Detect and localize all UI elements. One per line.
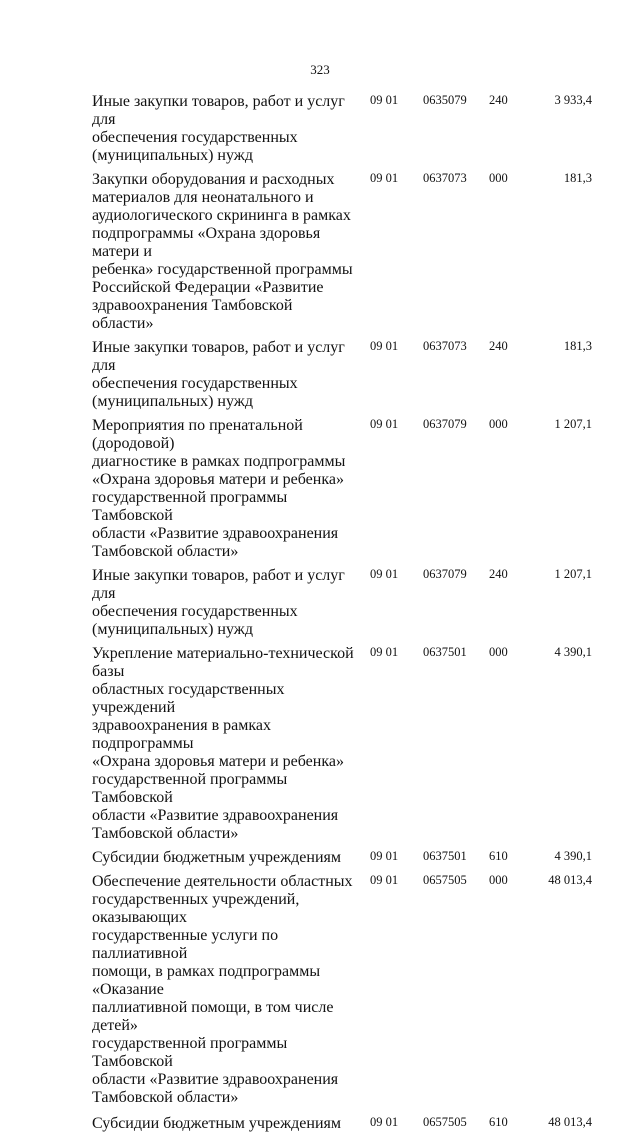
description-line: государственных учреждений, оказывающих [92,891,300,926]
table-row [0,339,640,411]
description-line: диагностике в рамках подпрограммы [92,453,346,470]
description-line: (муниципальных) нужд [92,147,253,164]
description-line: «Охрана здоровья матери и ребенка» [92,753,344,770]
section-code: 09 01 [370,873,399,887]
amount: 48 013,4 [548,873,592,887]
amount: 1 207,1 [554,567,592,581]
target-code: 0657505 [423,1115,467,1129]
section-code: 09 01 [370,645,399,659]
expense-type-code: 240 [489,567,508,581]
amount: 181,3 [563,171,592,185]
description-line: паллиативной помощи, в том числе детей» [92,999,334,1034]
description-line: Иные закупки товаров, работ и услуг для [92,339,345,374]
description-line: Субсидии бюджетным учреждениям [92,1115,341,1132]
description-line: государственной программы Тамбовской [92,771,288,806]
row-description [92,849,354,867]
description-line: аудиологического скрининга в рамках [92,207,351,224]
table-row [0,567,640,639]
section-code: 09 01 [370,171,399,185]
row-description [92,567,354,639]
description-line: Иные закупки товаров, работ и услуг для [92,93,345,128]
target-code: 0637073 [423,339,467,353]
description-line: «Охрана здоровья матери и ребенка» [92,471,344,488]
expense-type-code: 000 [489,645,508,659]
budget-table [0,93,640,1133]
target-code: 0637079 [423,417,467,431]
description-line: Тамбовской области» [92,825,239,842]
description-line: Тамбовской области» [92,1089,239,1106]
description-line: материалов для неонатального и [92,189,314,206]
description-line: здравоохранения Тамбовской области» [92,297,293,332]
table-row [0,873,640,1107]
description-line: Российской Федерации «Развитие [92,279,324,296]
expense-type-code: 240 [489,93,508,107]
description-line: Иные закупки товаров, работ и услуг для [92,567,345,602]
amount: 1 207,1 [554,417,592,431]
amount: 181,3 [563,339,592,353]
description-line: ребенка» государственной программы [92,261,353,278]
expense-type-code: 000 [489,417,508,431]
description-line: Субсидии бюджетным учреждениям [92,849,341,866]
table-row [0,645,640,843]
section-code: 09 01 [370,339,399,353]
description-line: подпрограммы «Охрана здоровья матери и [92,225,321,260]
description-line: государственной программы Тамбовской [92,1035,288,1070]
description-line: областных государственных учреждений [92,681,285,716]
description-line: обеспечения государственных [92,375,298,392]
description-line: (муниципальных) нужд [92,393,253,410]
target-code: 0637079 [423,567,467,581]
description-line: области «Развитие здравоохранения [92,807,339,824]
description-line: области «Развитие здравоохранения [92,1071,339,1088]
description-line: Обеспечение деятельности областных [92,873,353,890]
description-line: (муниципальных) нужд [92,621,253,638]
description-line: здравоохранения в рамках подпрограммы [92,717,271,752]
expense-type-code: 000 [489,171,508,185]
expense-type-code: 610 [489,849,508,863]
page-number: 323 [310,62,330,77]
amount: 4 390,1 [554,849,592,863]
section-code: 09 01 [370,1115,399,1129]
description-line: Тамбовской области» [92,543,239,560]
section-code: 09 01 [370,567,399,581]
section-code: 09 01 [370,849,399,863]
row-description [92,171,354,333]
table-row [0,417,640,561]
table-row [0,171,640,333]
description-line: государственные услуги по паллиативной [92,927,279,962]
table-row [0,1115,640,1133]
target-code: 0657505 [423,873,467,887]
row-description [92,1115,354,1133]
section-code: 09 01 [370,93,399,107]
target-code: 0637073 [423,171,467,185]
description-line: Укрепление материально-технической базы [92,645,354,680]
section-code: 09 01 [370,417,399,431]
table-row [0,849,640,867]
row-description [92,873,354,1107]
expense-type-code: 240 [489,339,508,353]
row-description [92,93,354,165]
description-line: обеспечения государственных [92,129,298,146]
description-line: помощи, в рамках подпрограммы «Оказание [92,963,321,998]
expense-type-code: 000 [489,873,508,887]
target-code: 0637501 [423,849,467,863]
amount: 48 013,4 [548,1115,592,1129]
description-line: Закупки оборудования и расходных [92,171,335,188]
target-code: 0635079 [423,93,467,107]
row-description [92,645,354,843]
amount: 3 933,4 [554,93,592,107]
amount: 4 390,1 [554,645,592,659]
description-line: обеспечения государственных [92,603,298,620]
table-row [0,93,640,165]
target-code: 0637501 [423,645,467,659]
description-line: области «Развитие здравоохранения [92,525,339,542]
description-line: Мероприятия по пренатальной (дородовой) [92,417,303,452]
row-description [92,417,354,561]
description-line: государственной программы Тамбовской [92,489,288,524]
expense-type-code: 610 [489,1115,508,1129]
row-description [92,339,354,411]
